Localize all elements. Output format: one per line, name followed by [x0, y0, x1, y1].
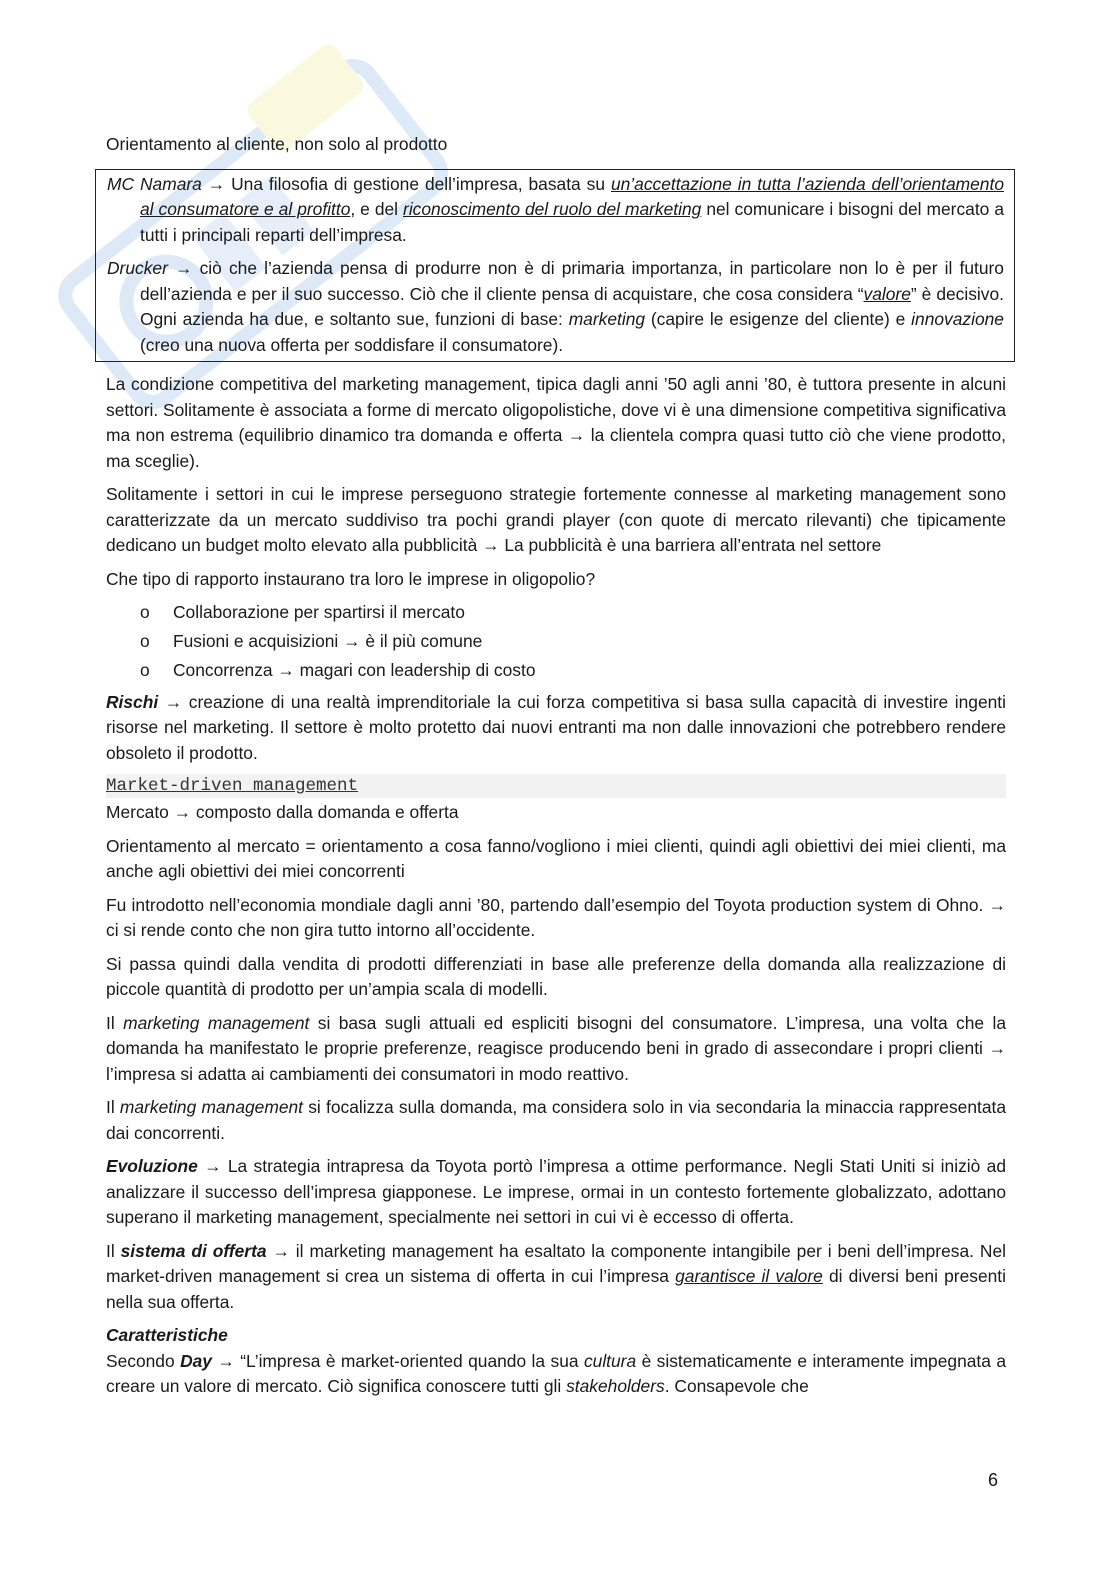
page-number: 6 — [988, 1470, 999, 1490]
list-item: o Concorrenza → magari con leadership di costo — [140, 660, 536, 680]
mcnamara-definition: MC Namara → Una filosofia di gestione dell’impresa, basata su un’accettazione in tutta l’azienda dell’orientamento al consumatore e al profitto, e del riconoscimento del ruolo del marketing nel comunicare i bisogni del mercato a tutti i principali reparti dell’impresa. — [107, 173, 1004, 245]
drucker-definition: Drucker → ciò che l’azienda pensa di produrre non è di primaria importanza, in particolare non lo è per il futuro dell’azienda e per il suo successo. Ciò che il cliente pensa di acquistare, che cosa considera “valore” è decisivo. Ogni azienda ha due, e soltanto sue, funzioni di base: marketing (capire le esigenze del cliente) e innovazione (creo una nuova offerta per soddisfare il consumatore). — [107, 258, 1004, 355]
list-item: o Collaborazione per spartirsi il mercato — [140, 602, 465, 622]
paragraph-offer-system: Il sistema di offerta → il marketing management ha esaltato la componente intangibile per i beni dell’impresa. Nel market-driven management si crea un sistema di offerta in cui l’impresa garantisce il valore di diversi beni presenti nella sua offerta. — [106, 1240, 1007, 1312]
paragraph-toyota: Fu introdotto nell’economia mondiale dagli anni ’80, partendo dall’esempio del Toyota production system di Ohno. → ci si rende conto che non gira tutto intorno all’occidente. — [106, 894, 1006, 940]
relationship-list — [106, 600, 1006, 684]
paragraph-market: Mercato → composto dalla domanda e offerta — [106, 802, 459, 822]
paragraph-evolution: Evoluzione → La strategia intrapresa da Toyota portò l’impresa a ottime performance. Negli Stati Uniti si iniziò ad analizzare il successo dell’impresa giapponese. Le imprese, ormai in un contesto fortemente globalizzato, adottano superano il marketing management, specialmente nei settori in cui vi è eccesso di offerta. — [106, 1156, 1006, 1227]
section-heading-market-driven: Market-driven management — [106, 774, 1006, 798]
subheading-characteristics: Caratteristiche — [106, 1325, 228, 1345]
definitions-box — [95, 169, 1015, 363]
question-oligopoly: Che tipo di rapporto instaurano tra loro le imprese in oligopolio? — [106, 568, 596, 589]
list-item: o Fusioni e acquisizioni → è il più comune — [140, 631, 483, 651]
paragraph-risks: Rischi → creazione di una realtà imprenditoriale la cui forza competitiva si basa sulla capacità di investire ingenti risorse nel marketing. Il settore è molto protetto dai nuovi entranti ma non dalle innovazioni che potrebbero rendere obsoleto il prodotto. — [106, 691, 1006, 763]
paragraph-day: Secondo Day → “L’impresa è market-oriented quando la sua cultura è sistematicamente e interamente impegnata a creare un valore di mercato. Ciò significa conoscere tutti gli stakeholders. Consapevole che — [106, 1350, 1006, 1396]
paragraph-differentiated-products: Si passa quindi dalla vendita di prodotti differenziati in base alle preferenze della domanda alla realizzazione di piccole quantità di prodotto per un’ampia scala di modelli. — [106, 953, 1006, 999]
document-body — [106, 132, 1006, 1408]
paragraph-market-orientation: Orientamento al mercato = orientamento a cosa fanno/vogliono i miei clienti, quindi agli obiettivi dei miei clienti, ma anche agli obiettivi dei miei concorrenti — [106, 835, 1006, 881]
intro-line: Orientamento al cliente, non solo al prodotto — [106, 134, 448, 154]
paragraph-marketing-management-demand: Il marketing management si focalizza sulla domanda, ma considera solo in via secondaria la minaccia rappresentata dai concorrenti. — [106, 1097, 1006, 1143]
paragraph-competitive-condition: La condizione competitiva del marketing management, tipica dagli anni ’50 agli anni ’80, è tuttora presente in alcuni settori. Solitamente è associata a forme di mercato oligopolistiche, dove vi è una dimensione competitiva significativa ma non estrema (equilibrio dinamico tra domanda e offerta → la clientela compra quasi tutto ciò che viene prodotto, ma sceglie). — [106, 374, 1006, 471]
paragraph-marketing-management-needs: Il marketing management si basa sugli attuali ed espliciti bisogni del consumatore. L’impresa, una volta che la domanda ha manifestato le proprie preferenze, reagisce producendo beni in grado di assecondare i propri clienti → l’impresa si adatta ai cambiamenti dei consumatori in modo reattivo. — [106, 1012, 1006, 1084]
paragraph-sectors: Solitamente i settori in cui le imprese perseguono strategie fortemente connesse al marketing management sono caratterizzate da un mercato suddiviso tra pochi grandi player (con quote di mercato rilevanti) che tipicamente dedicano un budget molto elevato alla pubblicità → La pubblicità è una barriera all’entrata nel settore — [106, 484, 1006, 555]
